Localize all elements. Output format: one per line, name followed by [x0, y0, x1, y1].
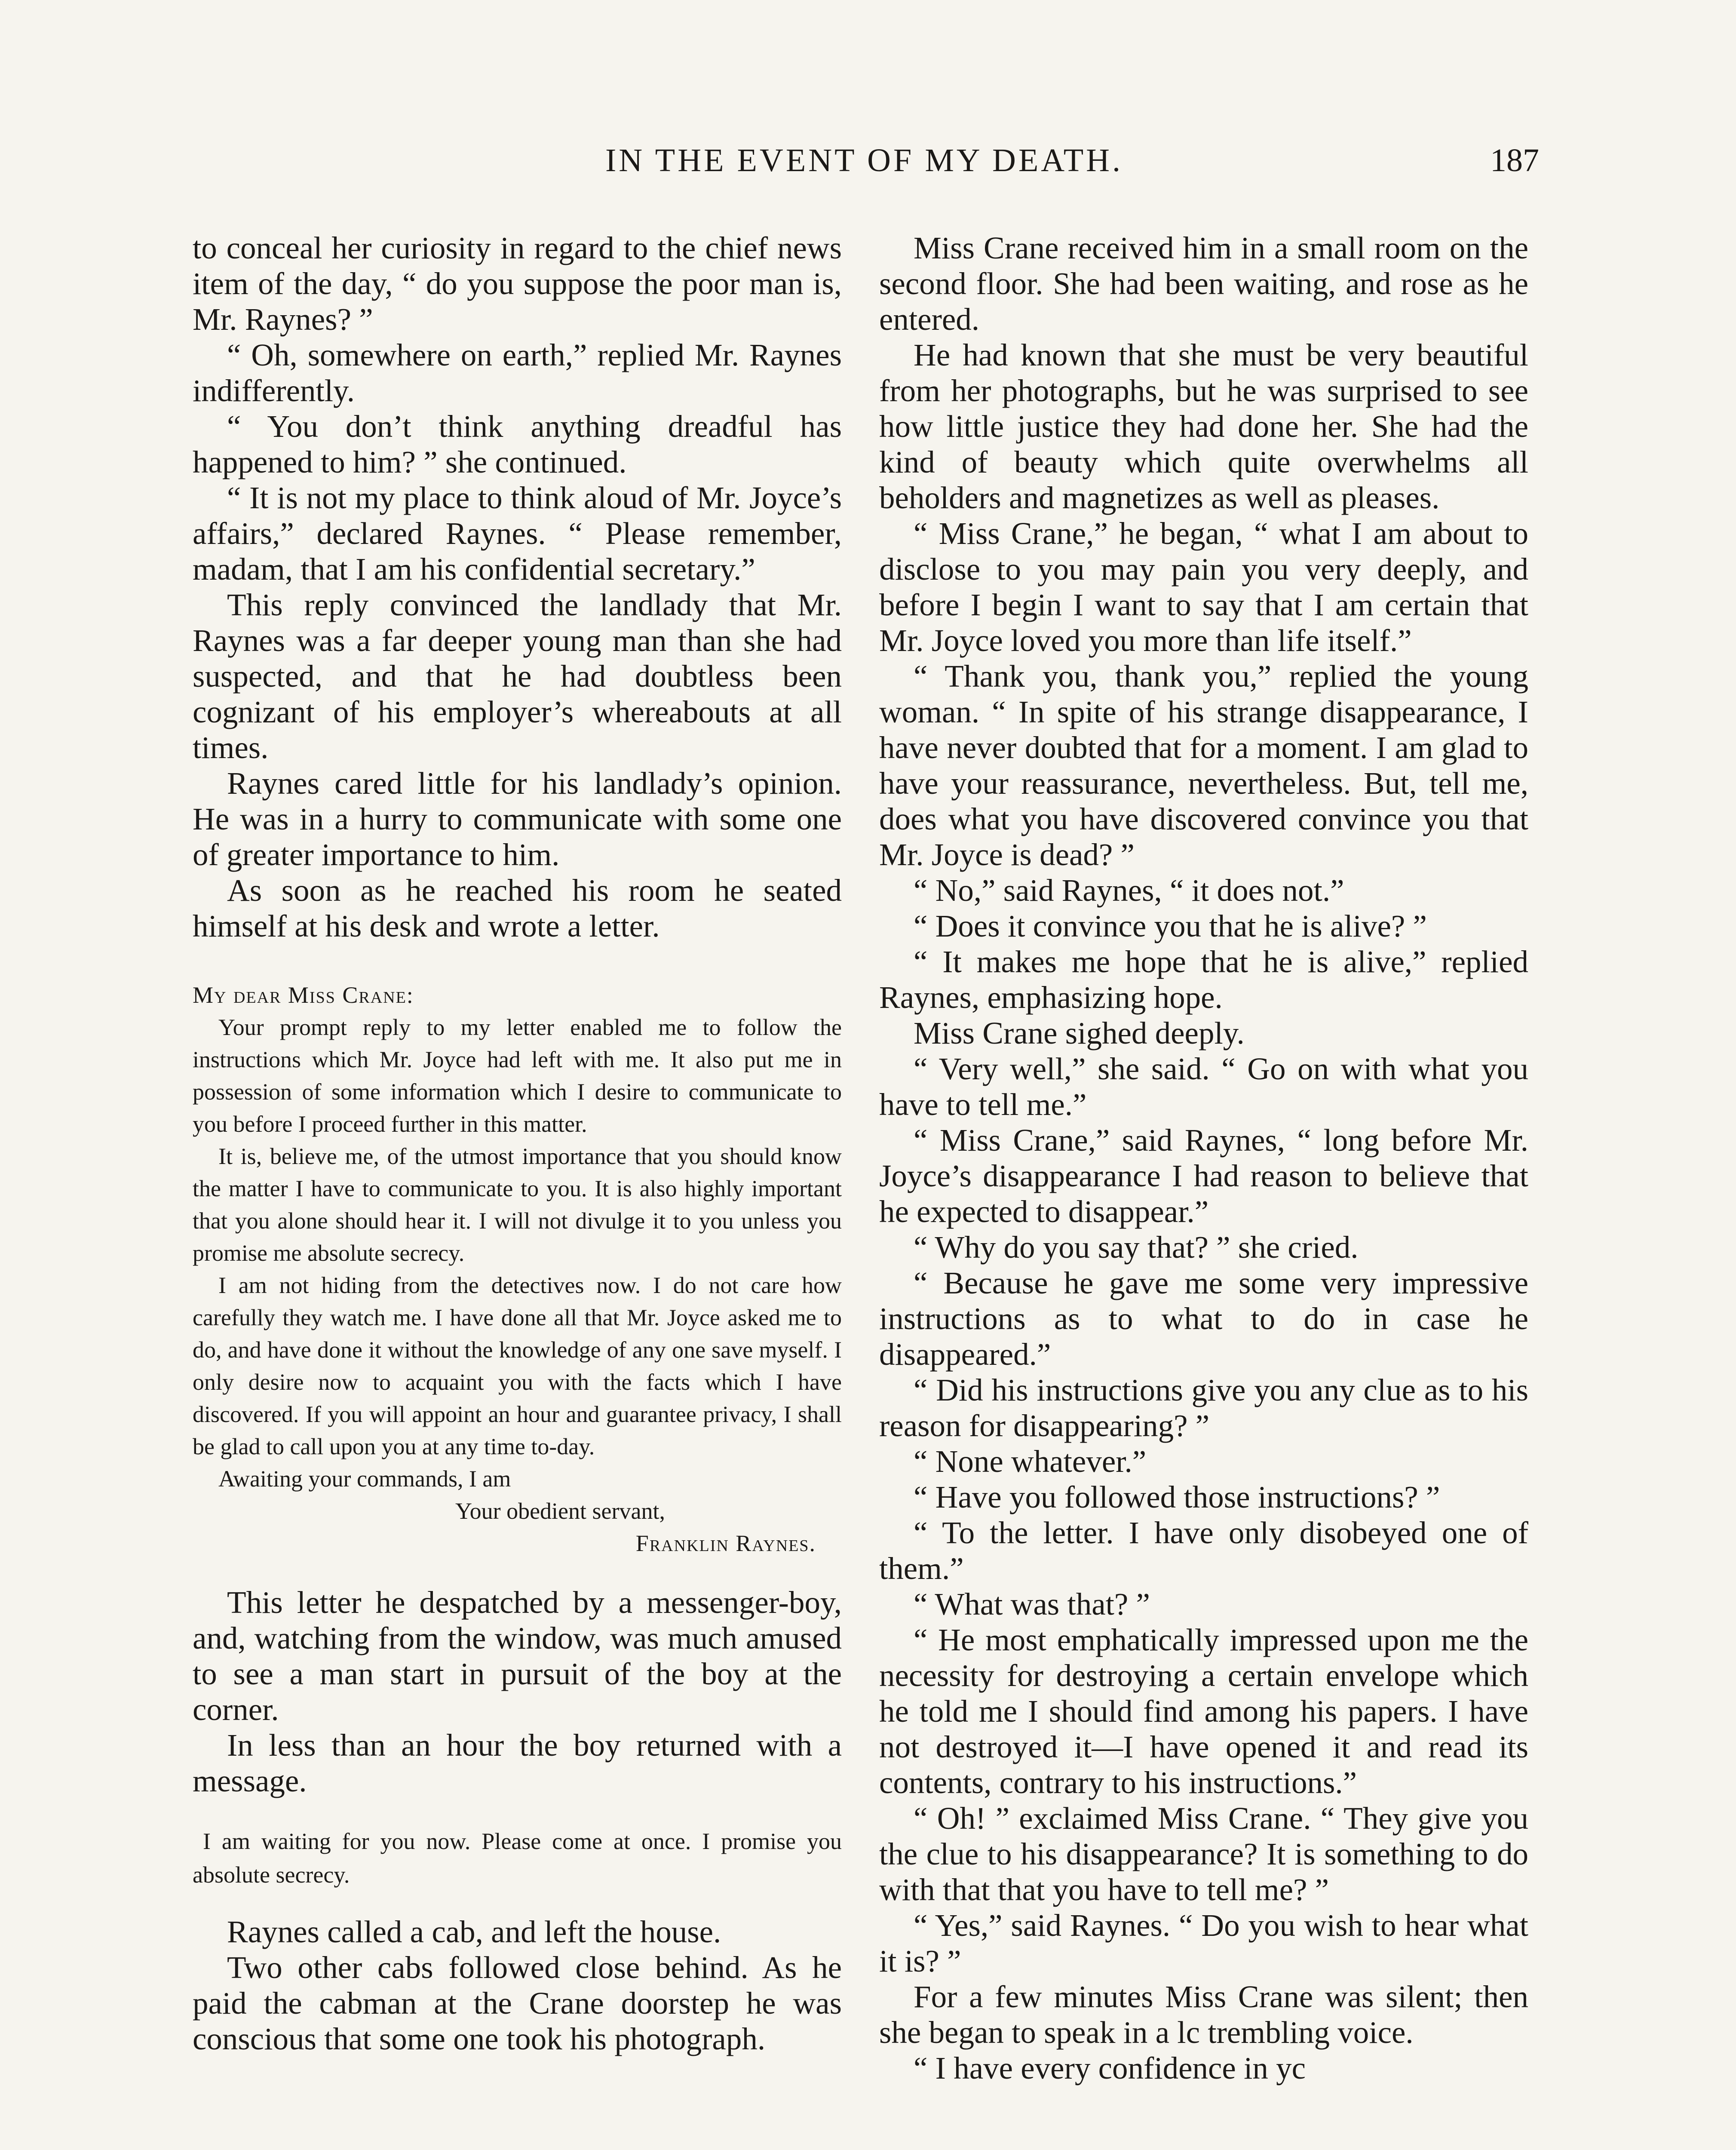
paragraph: This reply convinced the landlady that Mr. Raynes was a far deeper young man than she had suspected, and that he had doubtless been cognizant of his employer’s whereabouts at all times. [193, 587, 842, 765]
paragraph: “ Why do you say that? ” she cried. [914, 1230, 1359, 1265]
paragraph: Miss Crane received him in a small room on the second floor. She had been waiting, and rose as he entered. [879, 230, 1528, 337]
left-column [193, 230, 842, 2057]
paragraph: In less than an hour the boy returned with a message. [193, 1728, 842, 1798]
right-column [879, 230, 1528, 2086]
paragraph: “ Thank you, thank you,” replied the young woman. “ In spite of his strange disappearance, I have never doubted that for a moment. I am glad to have your reassurance, nevertheless. But, tell me, does what you have discovered convince you that Mr. Joyce is dead? ” [879, 659, 1528, 872]
page-number: 187 [1490, 142, 1539, 178]
letter-block [193, 979, 842, 1560]
paragraph: “ Miss Crane,” said Raynes, “ long before Mr. Joyce’s disappearance I had reason to believe that he expected to disappear.” [879, 1123, 1528, 1229]
paragraph: “ What was that? ” [914, 1587, 1150, 1622]
paragraph: “ Miss Crane,” he began, “ what I am about to disclose to you may pain you very deeply, and before I begin I want to say that I am certain that Mr. Joyce loved you more than life itself.” [879, 516, 1528, 658]
paragraph: As soon as he reached his room he seated himself at his desk and wrote a letter. [193, 873, 842, 943]
paragraph: Raynes cared little for his landlady’s opinion. He was in a hurry to communicate with some one of greater importance to him. [193, 766, 842, 872]
paragraph: “ You don’t think anything dreadful has happened to him? ” she continued. [193, 409, 842, 479]
paragraph: For a few minutes Miss Crane was silent; then she began to speak in a lc trembling voice. [879, 1979, 1528, 2050]
paragraph: Miss Crane sighed deeply. [914, 1016, 1245, 1050]
paragraph: “ It is not my place to think aloud of Mr. Joyce’s affairs,” declared Raynes. “ Please remember, madam, that I am his confidential secretary.” [193, 480, 842, 587]
paragraph: “ Oh, somewhere on earth,” replied Mr. Raynes indifferently. [193, 338, 842, 408]
paragraph: “ Yes,” said Raynes. “ Do you wish to hear what it is? ” [879, 1908, 1528, 1978]
letter-paragraph: It is, believe me, of the utmost importance that you should know the matter I have to communicate to you. It is also highly important that you alone should hear it. I will not divulge it to you unless you promise me absolute secrecy. [193, 1143, 842, 1266]
letter-complimentary-close: Your obedient servant, [455, 1498, 665, 1524]
paragraph: “ It makes me hope that he is alive,” replied Raynes, emphasizing hope. [879, 944, 1528, 1015]
letter-paragraph: I am not hiding from the detectives now. I do not care how carefully they watch me. I have done all that Mr. Joyce asked me to do, and have done it without the knowledge of any one save myself. I only desire now to acquaint you with the facts which I have discovered. If you will appoint an hour and guarantee privacy, I shall be glad to call upon you at any time to-day. [193, 1272, 842, 1459]
paragraph: “ Did his instructions give you any clue as to his reason for disappearing? ” [879, 1373, 1528, 1443]
paragraph: “ Very well,” she said. “ Go on with what you have to tell me.” [879, 1051, 1528, 1122]
reply-note-text: I am waiting for you now. Please come at once. I promise you absolute secrecy. [193, 1828, 842, 1888]
running-title: IN THE EVENT OF MY DEATH. [605, 142, 1123, 178]
paragraph: “ To the letter. I have only disobeyed one of them.” [879, 1515, 1528, 1586]
paragraph: “ I have every confidence in yc [914, 2051, 1306, 2086]
reply-note [193, 1824, 842, 1892]
letter-signature: Franklin Raynes. [635, 1530, 816, 1556]
paragraph: Raynes called a cab, and left the house. [227, 1914, 721, 1949]
paragraph: He had known that she must be very beautiful from her photographs, but he was surprised to see how little justice they had done her. She had the kind of beauty which quite overwhelms all beholders and magnetizes as well as pleases. [879, 338, 1528, 515]
paragraph: Two other cabs followed close behind. As he paid the cabman at the Crane doorstep he was conscious that some one took his photograph. [193, 1950, 842, 2056]
paragraph: “ Does it convince you that he is alive? ” [914, 909, 1427, 943]
paragraph: to conceal her curiosity in regard to the chief news item of the day, “ do you suppose the poor man is, Mr. Raynes? ” [193, 230, 842, 337]
paragraph: “ He most emphatically impressed upon me the necessity for destroying a certain envelope which he told me I should find among his papers. I have not destroyed it—I have opened it and read its contents, contrary to his instructions.” [879, 1622, 1528, 1800]
paragraph: “ None whatever.” [914, 1444, 1147, 1479]
running-header [189, 142, 1539, 194]
paragraph: “ Have you followed those instructions? ” [914, 1480, 1440, 1514]
paragraph: “ Oh! ” exclaimed Miss Crane. “ They give you the clue to his disappearance? It is something to do with that that you have to tell me? ” [879, 1801, 1528, 1907]
paragraph: This letter he despatched by a messenger-boy, and, watching from the window, was much amused to see a man start in pursuit of the boy at the corner. [193, 1585, 842, 1727]
paragraph: “ Because he gave me some very impressive instructions as to what to do in case he disappeared.” [879, 1265, 1528, 1372]
letter-salutation: My dear Miss Crane: [193, 982, 414, 1008]
letter-paragraph: Your prompt reply to my letter enabled me to follow the instructions which Mr. Joyce had left with me. It also put me in possession of some information which I desire to communicate to you before I proceed further in this matter. [193, 1014, 842, 1137]
letter-closing: Awaiting your commands, I am [218, 1466, 511, 1492]
paragraph: “ No,” said Raynes, “ it does not.” [914, 873, 1344, 908]
